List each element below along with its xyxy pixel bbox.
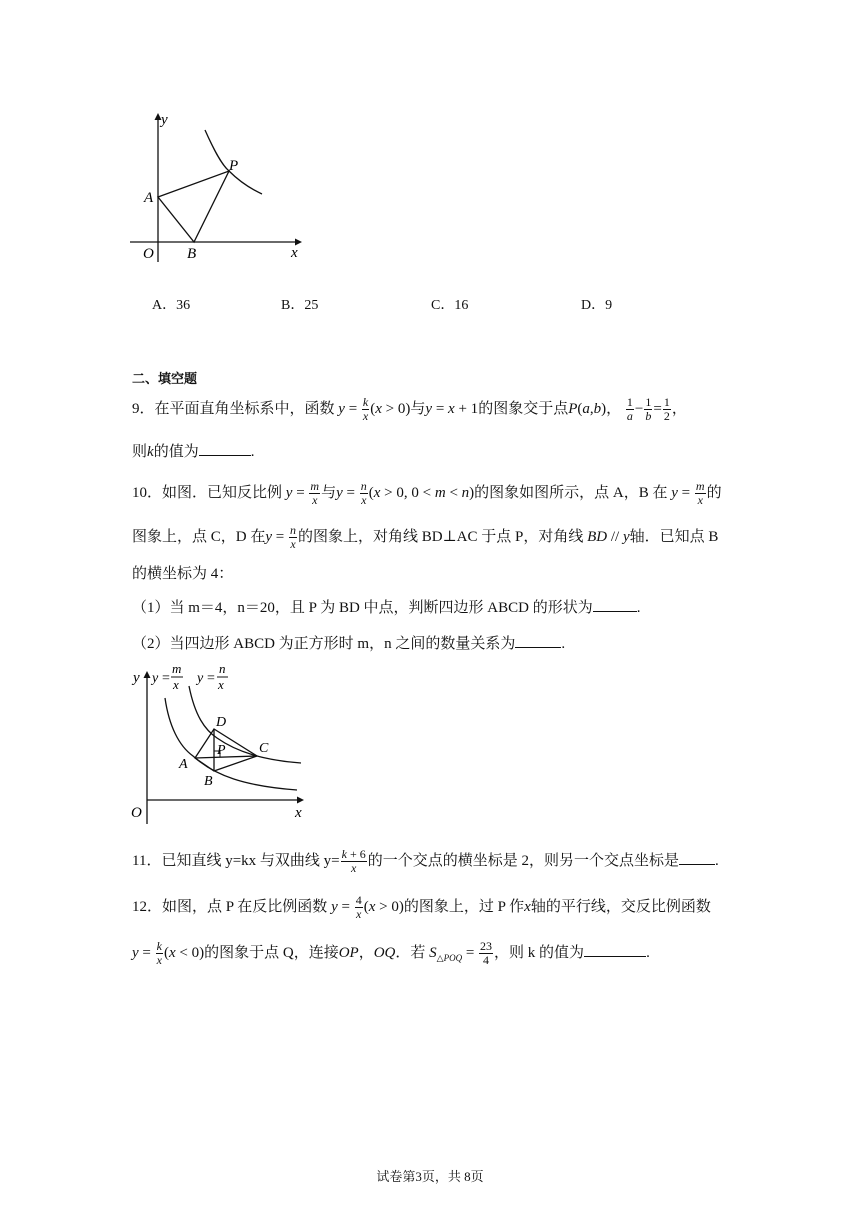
question-text: 的图象上，过 P 作	[403, 898, 525, 915]
question-10-line-2: 图象上，点 C，D 在y = $\frac{n}{x}$ 的图象上，对角线 BD⊥AC 于点 P，对角线 BD // y轴．已知点 B	[132, 523, 719, 551]
question-text: 与	[321, 484, 337, 501]
point-p-label: P	[229, 158, 239, 174]
question-text: .	[636, 600, 641, 616]
option-value: 36	[176, 298, 191, 313]
option-value: 25	[304, 298, 319, 313]
y-axis-arrow-icon	[144, 671, 151, 678]
curve-m-over-x	[165, 698, 297, 790]
question-text: .	[646, 944, 650, 961]
point-p-label: P	[217, 743, 226, 758]
option-letter: C．	[431, 298, 455, 313]
question-text: 的图象上，对角线 BD⊥AC 于点 P，对角线	[297, 528, 584, 545]
curve-label-n-y: y	[197, 671, 204, 686]
curve-label-m-eq: =	[162, 671, 170, 686]
option-a[interactable]	[152, 294, 190, 314]
fraction-n-over-x: $\frac{n}{x}$	[360, 479, 367, 507]
curve-label-m: m	[172, 661, 182, 676]
option-letter: D．	[581, 298, 606, 313]
x-axis-arrow-icon	[297, 797, 304, 804]
option-c[interactable]	[431, 294, 468, 314]
question-text: 的图象于点 Q，连接	[204, 944, 339, 961]
question-text: （2）当四边形 ABCD 为正方形时 m，n 之间的数量关系为	[132, 636, 516, 652]
page-footer: 试卷第3页，共 8页	[376, 1169, 484, 1184]
question-text: ．若	[395, 944, 426, 961]
fraction-m-over-x: $\frac{m}{x}$	[310, 479, 320, 507]
quadrilateral-abcd	[195, 729, 257, 771]
curve-n-over-x	[189, 686, 301, 763]
answer-blank[interactable]	[593, 597, 637, 612]
option-letter: A．	[152, 298, 177, 313]
question-11	[132, 848, 719, 875]
question-number: 9．	[132, 400, 155, 417]
origin-label: O	[131, 805, 142, 821]
point-a-label: A	[144, 190, 154, 206]
question-text: 的值为	[153, 444, 199, 460]
answer-blank[interactable]	[679, 850, 715, 865]
question-text: .	[561, 636, 566, 652]
question-10-sub-1	[132, 596, 640, 617]
option-d[interactable]	[581, 294, 612, 314]
question-text: 的横坐标为 4：	[132, 566, 234, 582]
question-10-line-1: 10．如图．已知反比例 y = $\frac{m}{x}$ 与y = $\frac{n}{x}$ (x > 0, 0 < m < n)的图象如图所示，点 A，B 在 y = $\frac{m}{x}$ 的	[132, 479, 722, 507]
option-value: 9	[605, 298, 613, 313]
question-12-line-2: y = $\frac{k}{x}$ (x < 0)的图象于点 Q，连接OP，OQ．若 $S_{\triangle POQ}$ = $\frac{23}{4}$ ，则 k 的值为 .	[132, 939, 650, 967]
question-text: ，则 k 的值为	[494, 944, 585, 961]
option-letter: B．	[281, 298, 305, 313]
question-text: .	[715, 852, 719, 869]
fraction-m-over-x: $\frac{m}{x}$	[695, 479, 705, 507]
option-value: 16	[454, 298, 469, 313]
question-12-line-1: 12．如图，点 P 在反比例函数 y = $\frac{4}{x}$ (x > 0)的图象上，过 P 作x轴的平行线，交反比例函数	[132, 893, 711, 921]
triangle-apb	[158, 171, 229, 242]
question-number: 11．	[132, 852, 162, 869]
question-text: 图象上，点 C，D 在	[132, 528, 266, 545]
curve-label-m-x: x	[173, 677, 179, 692]
question-10-sub-2	[132, 632, 565, 653]
fraction-1-over-a: $\frac{1}{a}$	[626, 395, 633, 423]
curve-label-n-eq: =	[207, 671, 215, 686]
fraction-k-plus-6-over-x: $\frac{k + 6}{x}$	[341, 847, 366, 875]
question-text: ，	[358, 944, 374, 961]
answer-blank[interactable]	[584, 942, 646, 957]
section-title: 二、填空题	[132, 372, 198, 387]
question-text: 轴的平行线，交反比例函数	[530, 898, 711, 915]
question-text: 的一个交点的横坐标是 2，则另一个交点坐标是	[367, 852, 679, 869]
y-axis-label: y	[133, 670, 140, 686]
question-number: 12．	[132, 898, 163, 915]
question-text: ，	[606, 400, 622, 417]
fraction-k-over-x: $\frac{k}{x}$	[156, 939, 162, 967]
diagonal-ac	[195, 756, 257, 758]
question-text: ，	[671, 400, 687, 417]
point-c-label: C	[259, 741, 269, 756]
fraction-23-over-4: $\frac{23}{4}$	[480, 939, 493, 967]
x-axis-label: x	[291, 245, 298, 261]
point-a-label: A	[179, 757, 188, 772]
option-b[interactable]	[281, 294, 318, 314]
y-axis-label: y	[161, 112, 168, 128]
question-9-line-2: 则k的值为 .	[132, 440, 254, 461]
question-9-line-1: 9．在平面直角坐标系中，函数 y = $\frac{k}{x}$ (x > 0)与y = x + 1的图象交于点P(a,b)， $\frac{1}{a}$ − $\frac{1}{b}$ = $\frac{1}{2}$ ，	[132, 395, 687, 423]
question-text: （1）当 m＝4，n＝20，且 P 为 BD 中点，判断四边形 ABCD 的形状为	[132, 600, 593, 616]
curve-label-n-x: x	[218, 677, 224, 692]
point-b-label: B	[187, 246, 197, 262]
fraction-n-over-x: $\frac{n}{x}$	[289, 523, 296, 551]
curve-label-n: n	[219, 661, 226, 676]
question-number: 10．	[132, 484, 163, 501]
question-text: 轴．已知点 B	[629, 528, 719, 545]
answer-blank[interactable]	[199, 441, 251, 456]
figure-2-graph	[125, 660, 315, 828]
question-text: .	[250, 444, 255, 460]
curve-label-m-y: y	[152, 671, 159, 686]
question-text: 如图．已知反比例	[162, 484, 283, 501]
fraction-4-over-x: $\frac{4}{x}$	[355, 893, 362, 921]
fraction-1-over-2: $\frac{1}{2}$	[663, 395, 670, 423]
question-text: 的图象交于点	[478, 400, 569, 417]
question-10-line-3	[132, 562, 233, 583]
question-text: 的	[706, 484, 722, 501]
answer-blank[interactable]	[515, 633, 561, 648]
question-text: 与	[410, 400, 426, 417]
point-b-label: B	[204, 774, 213, 789]
question-text: 如图，点 P 在反比例函数	[162, 898, 328, 915]
question-text: 在平面直角坐标系中，函数	[154, 400, 335, 417]
fraction-1-over-b: $\frac{1}{b}$	[645, 395, 652, 423]
point-d-label: D	[216, 715, 227, 730]
origin-label: O	[143, 246, 154, 262]
figure-1-graph	[125, 108, 310, 268]
x-axis-label: x	[295, 805, 302, 821]
question-text: 则	[132, 444, 148, 460]
question-text: 的图象如图所示，点 A，B 在	[474, 484, 668, 501]
question-text: 已知直线 y=kx 与双曲线 y=	[161, 852, 340, 869]
fraction-k-over-x: $\frac{k}{x}$	[362, 395, 369, 423]
